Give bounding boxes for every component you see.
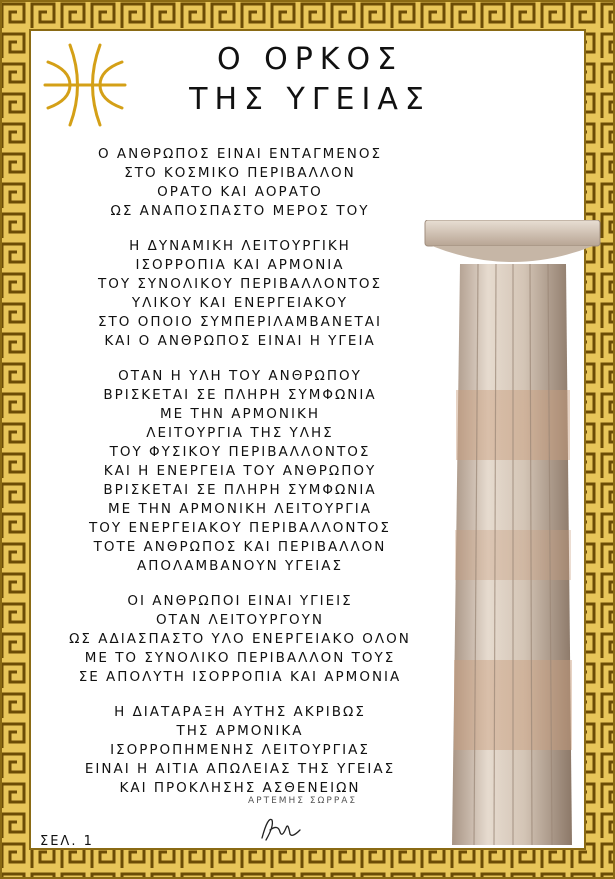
text-line: ΟΡΑΤΟ ΚΑΙ ΑΟΡΑΤΟ [157, 184, 323, 200]
text-line: ΟΙ ΑΝΘΡΩΠΟΙ ΕΙΝΑΙ ΥΓΙΕΙΣ [127, 593, 353, 609]
text-line: ΤΟΥ ΦΥΣΙΚΟΥ ΠΕΡΙΒΑΛΛΟΝΤΟΣ [109, 444, 371, 460]
signature [256, 812, 304, 846]
title-line-1: Ο ΟΡΚΟΣ [216, 42, 404, 77]
text-line: ΤΗΣ ΑΡΜΟΝΙΚΑ [176, 723, 304, 739]
title-line-2: ΤΗΣ ΥΓΕΙΑΣ [189, 82, 431, 117]
text-line: Ο ΑΝΘΡΩΠΟΣ ΕΙΝΑΙ ΕΝΤΑΓΜΕΝΟΣ [97, 146, 383, 162]
text-line: ΟΤΑΝ ΛΕΙΤΟΥΡΓΟΥΝ [156, 612, 324, 628]
text-line: ΣΕ ΑΠΟΛΥΤΗ ΙΣΟΡΡΟΠΙΑ ΚΑΙ ΑΡΜΟΝΙΑ [78, 669, 402, 685]
stanza-2 [40, 237, 440, 351]
border-top [0, 0, 615, 30]
text-line: ΕΙΝΑΙ Η ΑΙΤΙΑ ΑΠΩΛΕΙΑΣ ΤΗΣ ΥΓΕΙΑΣ [84, 761, 396, 777]
text-line: ΜΕ ΤΟ ΣΥΝΟΛΙΚΟ ΠΕΡΙΒΑΛΛΟΝ ΤΟΥΣ [84, 650, 396, 666]
text-line: ΚΑΙ ΠΡΟΚΛΗΣΗΣ ΑΣΘΕΝΕΙΩΝ [119, 780, 361, 796]
page-title [160, 40, 460, 120]
text-line: ΤΟΥ ΕΝΕΡΓΕΙΑΚΟΥ ΠΕΡΙΒΑΛΛΟΝΤΟΣ [89, 520, 391, 536]
gold-symbol-logo [40, 40, 130, 130]
border-bottom [0, 849, 615, 879]
text-line: Η ΔΥΝΑΜΙΚΗ ΛΕΙΤΟΥΡΓΙΚΗ [129, 238, 351, 254]
text-line: ΑΠΟΛΑΜΒΑΝΟΥΝ ΥΓΕΙΑΣ [136, 558, 344, 574]
text-line: ΩΣ ΑΝΑΠΟΣΠΑΣΤΟ ΜΕΡΟΣ ΤΟΥ [110, 203, 370, 219]
stanza-1 [40, 145, 440, 221]
text-line: ΜΕ ΤΗΝ ΑΡΜΟΝΙΚΗ [160, 406, 320, 422]
text-line: ΚΑΙ Η ΕΝΕΡΓΕΙΑ ΤΟΥ ΑΝΘΡΩΠΟΥ [103, 463, 377, 479]
text-line: ΒΡΙΣΚΕΤΑΙ ΣΕ ΠΛΗΡΗ ΣΥΜΦΩΝΙΑ [103, 482, 377, 498]
text-line: ΛΕΙΤΟΥΡΓΙΑ ΤΗΣ ΥΛΗΣ [146, 425, 334, 441]
text-line: ΩΣ ΑΔΙΑΣΠΑΣΤΟ ΥΛΟ ΕΝΕΡΓΕΙΑΚΟ ΟΛΟΝ [69, 631, 411, 647]
text-line: ΣΤΟ ΟΠΟΙΟ ΣΥΜΠΕΡΙΛΑΜΒΑΝΕΤΑΙ [98, 314, 382, 330]
text-line: ΟΤΑΝ Η ΥΛΗ ΤΟΥ ΑΝΘΡΩΠΟΥ [118, 368, 362, 384]
text-line: ΤΟΥ ΣΥΝΟΛΙΚΟΥ ΠΕΡΙΒΑΛΛΟΝΤΟΣ [97, 276, 383, 292]
border-left [0, 0, 30, 879]
stanza-4 [40, 592, 440, 687]
stanza-3 [40, 367, 440, 576]
text-line: ΤΟΤΕ ΑΝΘΡΩΠΟΣ ΚΑΙ ΠΕΡΙΒΑΛΛΟΝ [93, 539, 387, 555]
page-number: ΣΕΛ. 1 [40, 834, 94, 849]
stanza-5 [40, 703, 440, 798]
text-line: ΜΕ ΤΗΝ ΑΡΜΟΝΙΚΗ ΛΕΙΤΟΥΡΓΙΑ [107, 501, 373, 517]
text-line: ΒΡΙΣΚΕΤΑΙ ΣΕ ΠΛΗΡΗ ΣΥΜΦΩΝΙΑ [103, 387, 377, 403]
text-line: ΥΛΙΚΟΥ ΚΑΙ ΕΝΕΡΓΕΙΑΚΟΥ [131, 295, 349, 311]
text-line: Η ΔΙΑΤΑΡΑΞΗ ΑΥΤΗΣ ΑΚΡΙΒΩΣ [114, 704, 366, 720]
text-line: ΙΣΟΡΡΟΠΗΜΕΝΗΣ ΛΕΙΤΟΥΡΓΙΑΣ [110, 742, 370, 758]
text-line: ΚΑΙ Ο ΑΝΘΡΩΠΟΣ ΕΙΝΑΙ Η ΥΓΕΙΑ [104, 333, 376, 349]
text-line: ΙΣΟΡΡΟΠΙΑ ΚΑΙ ΑΡΜΟΝΙΑ [135, 257, 345, 273]
author-name: ΑΡΤΕΜΗΣ ΣΩΡΡΑΣ [248, 796, 358, 806]
column-illustration [420, 220, 605, 845]
oath-text [40, 145, 440, 814]
text-line: ΣΤΟ ΚΟΣΜΙΚΟ ΠΕΡΙΒΑΛΛΟΝ [124, 165, 356, 181]
